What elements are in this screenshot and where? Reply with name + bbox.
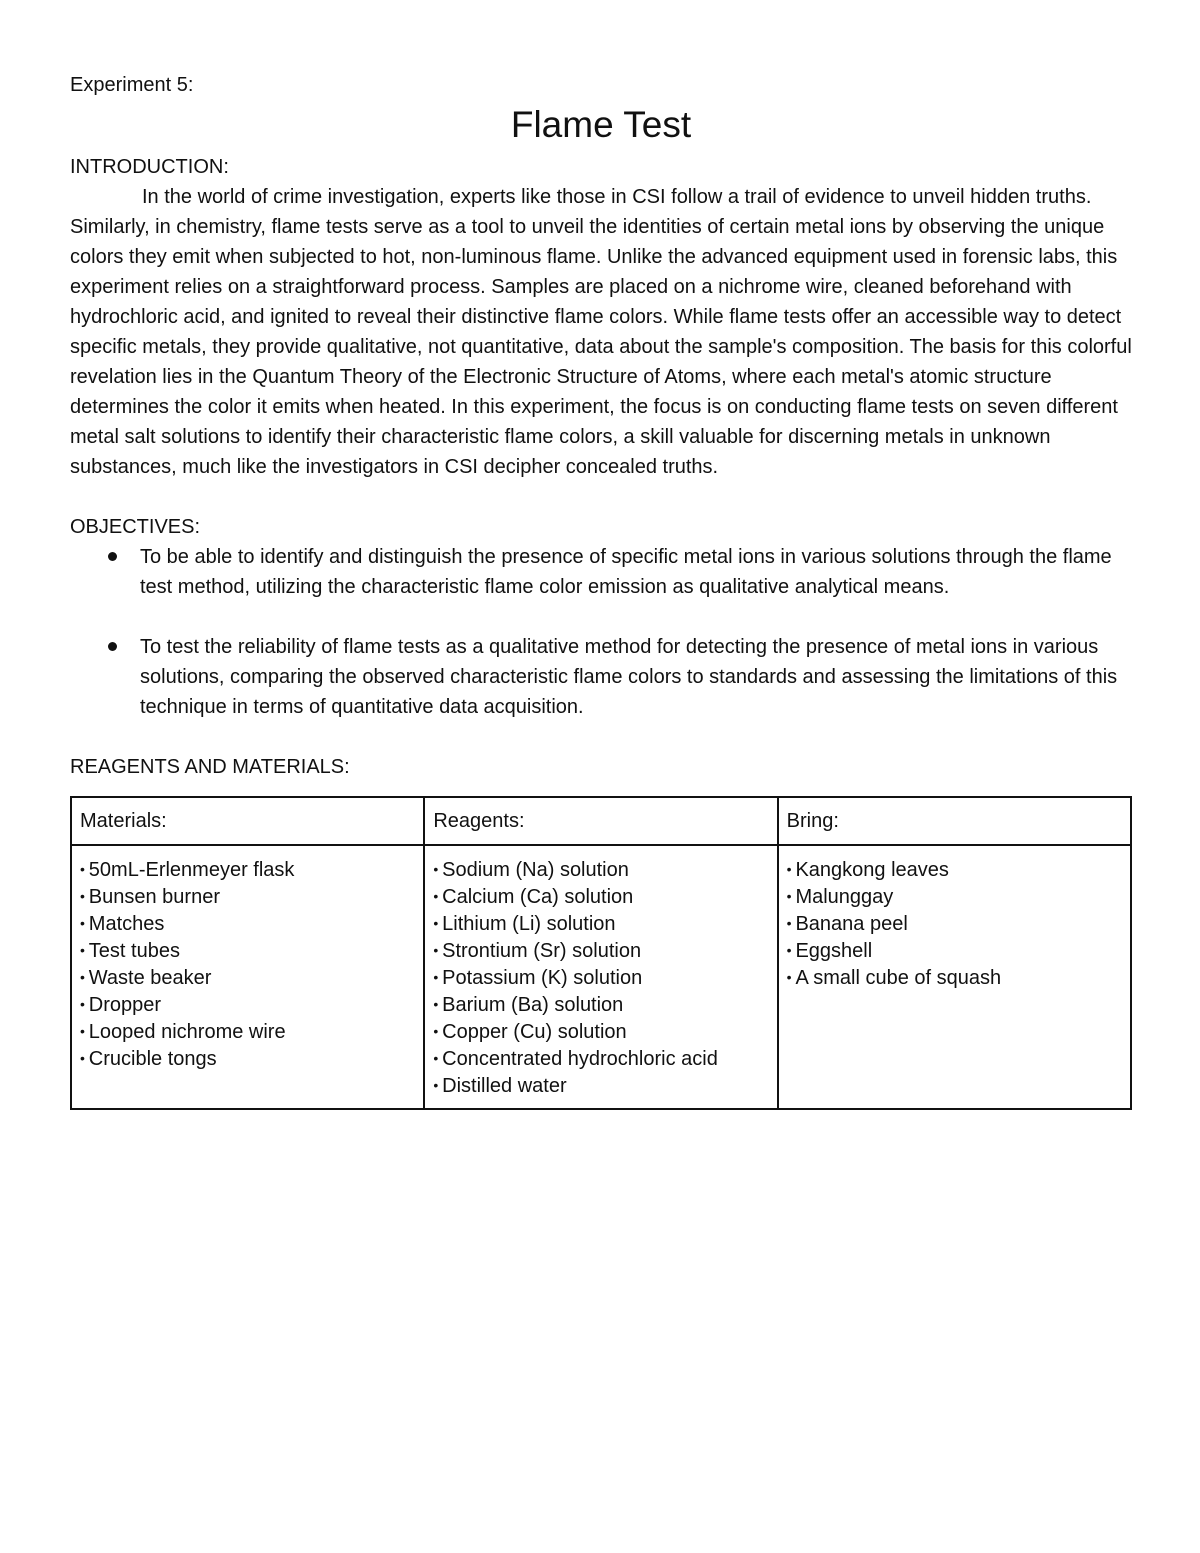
objectives-heading: OBJECTIVES: (70, 516, 201, 538)
column-header-materials: Materials: (71, 797, 424, 845)
column-header-bring: Bring: (778, 797, 1131, 845)
document-page (70, 70, 1132, 1110)
list-item: • Lithium (Li) solution (433, 911, 768, 938)
column-header-reagents: Reagents: (424, 797, 777, 845)
list-item: • Potassium (K) solution (433, 965, 768, 992)
materials-cell (71, 845, 424, 1109)
list-item: • Bunsen burner (80, 884, 415, 911)
objective-text: To be able to identify and distinguish the presence of specific metal ions in various solutions through the flame test method, utilizing the characteristic flame color emission as qualitative analytical means. (140, 546, 1112, 598)
list-item: • Malunggay (787, 884, 1122, 911)
list-item: • Barium (Ba) solution (433, 992, 768, 1019)
introduction-paragraph: In the world of crime investigation, experts like those in CSI follow a trail of evidence to unveil hidden truths. Similarly, in chemistry, flame tests serve as a tool to unveil the identities of certain metal ions by observing the unique colors they emit when subjected to hot, non-luminous flame. Unlike the advanced equipment used in forensic labs, this experiment relies on a straightforward process. Samples are placed on a nichrome wire, cleaned beforehand with hydrochloric acid, and ignited to reveal their distinctive flame colors. While flame tests offer an accessible way to detect specific metals, they provide qualitative, not quantitative, data about the sample's composition. The basis for this colorful revelation lies in the Quantum Theory of the Electronic Structure of Atoms, where each metal's atomic structure determines the color it emits when heated. In this experiment, the focus is on conducting flame tests on seven different metal salt solutions to identify their characteristic flame colors, a skill valuable for discerning metals in unknown substances, much like the investigators in CSI decipher concealed truths. (70, 186, 1132, 478)
bullet-icon (108, 642, 117, 651)
section-spacer (70, 482, 1132, 512)
objective-item (70, 632, 1132, 722)
list-item: • Looped nichrome wire (80, 1019, 415, 1046)
introduction-heading: INTRODUCTION: (70, 156, 229, 178)
list-item: • Dropper (80, 992, 415, 1019)
list-item: • Copper (Cu) solution (433, 1019, 768, 1046)
list-item: • Distilled water (433, 1073, 768, 1100)
list-item: • Waste beaker (80, 965, 415, 992)
objective-item (70, 542, 1132, 602)
table-header-row (71, 797, 1131, 845)
list-item: • Calcium (Ca) solution (433, 884, 768, 911)
reagents-cell (424, 845, 777, 1109)
list-item: • Concentrated hydrochloric acid (433, 1046, 768, 1073)
experiment-label: Experiment 5: (70, 74, 194, 96)
objective-text: To test the reliability of flame tests as a qualitative method for detecting the presence of metal ions in various solutions, comparing the observed characteristic flame colors to standards and assessing the limitations of this technique in terms of quantitative data acquisition. (140, 636, 1118, 718)
reagents-materials-table (70, 796, 1132, 1110)
list-item: • Test tubes (80, 938, 415, 965)
list-item: • Banana peel (787, 911, 1122, 938)
list-item: • Matches (80, 911, 415, 938)
list-item: • A small cube of squash (787, 965, 1122, 992)
list-item: • Crucible tongs (80, 1046, 415, 1073)
list-item: • Sodium (Na) solution (433, 857, 768, 884)
objectives-list (70, 542, 1132, 722)
page-title: Flame Test (510, 104, 692, 145)
bring-cell (778, 845, 1131, 1109)
list-item: • Kangkong leaves (787, 857, 1122, 884)
bullet-icon (108, 552, 117, 561)
list-item: • 50mL-Erlenmeyer flask (80, 857, 415, 884)
list-item: • Strontium (Sr) solution (433, 938, 768, 965)
reagents-materials-heading: REAGENTS AND MATERIALS: (70, 756, 350, 778)
list-item: • Eggshell (787, 938, 1122, 965)
table-row (71, 845, 1131, 1109)
